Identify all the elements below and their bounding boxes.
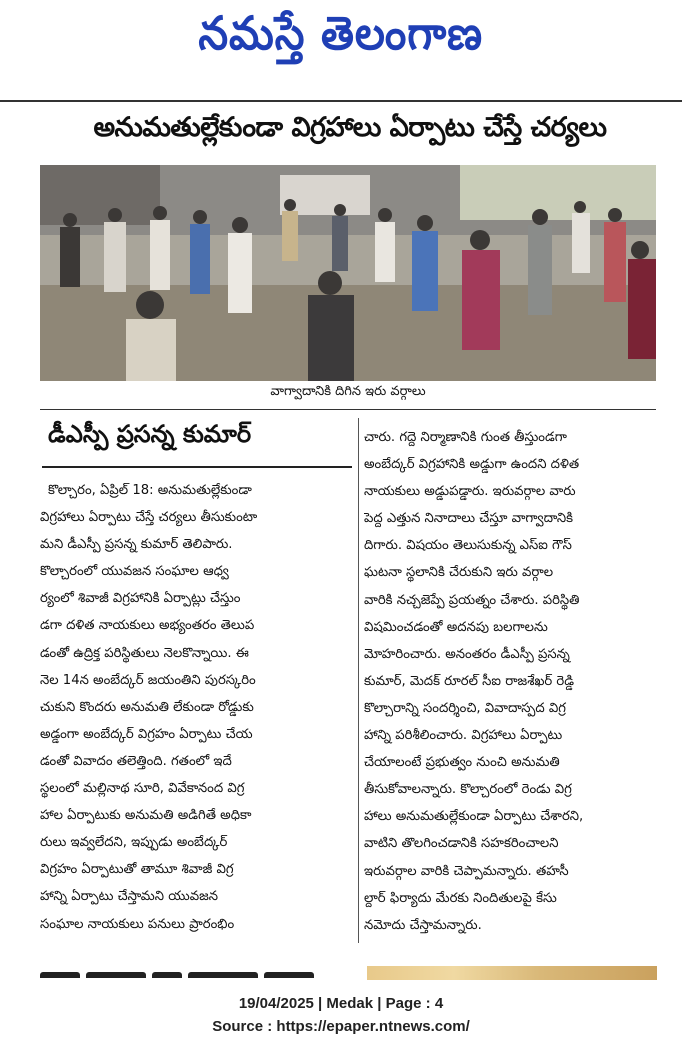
body-line: హాన్ని పరిశీలించారు. విగ్రహాలు ఏర్పాటు (364, 728, 563, 744)
body-line: చారు. గద్దె నిర్మాణానికి గుంత తీస్తుండగా (364, 430, 567, 445)
body-line: విగ్రహాలు ఏర్పాటు చేస్తే చర్యలు తీసుకుంటా (40, 510, 258, 526)
masthead-title: నమస్తే తెలంగాణ (198, 6, 484, 60)
masthead-divider (0, 100, 682, 102)
body-line: అంబేద్కర్ విగ్రహానికి అడ్డుగా ఉందని దళిత (364, 457, 580, 473)
article-body-left-column (40, 477, 354, 938)
body-line: పెద్ద ఎత్తున నినాదాలు చేస్తూ వాగ్వాదానికి (364, 511, 574, 527)
body-line: హాల ఏర్పాటుకు అనుమతి అడిగితే అధికా (40, 808, 252, 824)
crowd-photo-illustration (40, 165, 656, 381)
body-line: సంఘాల నాయకులు పనులు ప్రారంభిం (40, 916, 235, 932)
body-line: కొల్చారంలో యువజన సంఘాల ఆధ్వ (40, 564, 229, 580)
article-headline: అనుమతుల్లేకుండా విగ్రహాలు ఏర్పాటు చేస్తే చర్యలు (93, 112, 607, 143)
cropped-next-article-photo (367, 966, 657, 980)
body-line: వాటిని తొలగించడానికి సహకరించాలని (364, 836, 559, 852)
body-line: డంతో ఉద్రిక్త పరిస్థితులు నెలకొన్నాయి. ఈ (40, 645, 249, 661)
caption-divider (40, 409, 656, 410)
body-line: కుమార్, మెదక్ రూరల్ సీఐ రాజశేఖర్ రెడ్డి (364, 673, 574, 689)
article-body-right-column (364, 424, 664, 939)
body-line: చుకుని కొందరు అనుమతి లేకుండా రోడ్డుకు (40, 699, 254, 715)
body-line: హాలు అనుమతుల్లేకుండా ఏర్పాటు చేశారని, (364, 809, 584, 825)
body-line: విషమించడంతో అదనపు బలగాలను (364, 619, 548, 635)
column-divider (358, 418, 359, 943)
body-line: చేయాలంటే ప్రభుత్వం నుంచి అనుమతి (364, 755, 560, 771)
body-line: డగా దళిత నాయకులు అభ్యంతరం తెలుప (40, 618, 255, 634)
subheadline-underline (42, 466, 352, 468)
footer-source-link[interactable]: Source : https://epaper.ntnews.com/ (212, 1018, 470, 1035)
body-line: ఘటనా స్థలానికి చేరుకుని ఇరు వర్గాల (364, 565, 554, 581)
photo-caption: వాగ్వాదానికి దిగిన ఇరు వర్గాలు (270, 384, 426, 399)
article-subheadline: డీఎస్పీ ప్రసన్న కుమార్ (48, 420, 252, 448)
body-line: స్థలంలో మల్లినాథ సూరి, వివేకానంద విగ్ర (40, 781, 245, 797)
body-line: ల్దార్ ఫిర్యాదు మేరకు నిందితులపై కేసు (364, 890, 557, 906)
footer-date-edition: 19/04/2025 | Medak | Page : 4 (238, 995, 444, 1012)
body-line: కొల్చారం, ఏప్రిల్ 18: అనుమతుల్లేకుండా (48, 483, 252, 498)
body-line: ర్యంలో శివాజీ విగ్రహానికి ఏర్పాట్లు చేస్తుం (40, 591, 241, 607)
newspaper-masthead (0, 0, 682, 82)
body-line: నెల 14న అంబేద్కర్ జయంతిని పురస్కరిం (40, 672, 256, 688)
body-line: కొల్చారాన్ని సందర్శించి, వివాదాస్పద విగ్ర (364, 700, 566, 716)
body-line: ఇరువర్గాల వారికి చెప్పామన్నారు. తహసీ (364, 863, 569, 879)
article-photo (40, 165, 656, 381)
cropped-next-article-text (40, 966, 340, 978)
body-line: రులు ఇవ్వలేదని, ఇప్పుడు అంబేద్కర్ (40, 835, 228, 851)
body-line: దిగారు. విషయం తెలుసుకున్న ఎస్ఐ గౌస్ (364, 538, 572, 554)
body-line: నమోదు చేస్తామన్నారు. (364, 917, 482, 933)
body-line: నాయకులు అడ్డుపడ్డారు. ఇరువర్గాల వారు (364, 484, 576, 500)
body-line: వారికి నచ్చజెప్పే ప్రయత్నం చేశారు. పరిస్థితి (364, 592, 580, 608)
body-line: మోహరించారు. అనంతరం డీఎస్పీ ప్రసన్న (364, 646, 570, 662)
body-line: అడ్డంగా అంబేద్కర్ విగ్రహం ఏర్పాటు చేయ (40, 726, 253, 742)
body-line: డంతో వివాదం తలెత్తింది. గతంలో ఇదే (40, 753, 232, 769)
body-line: విగ్రహం ఏర్పాటుతో తామూ శివాజీ విగ్ర (40, 862, 234, 878)
body-line: హాన్ని ఏర్పాటు చేస్తామని యువజన (40, 889, 218, 905)
body-line: తీసుకోవాలన్నారు. కొల్చారంలో రెండు విగ్ర (364, 782, 572, 798)
body-line: మని డీఎస్పీ ప్రసన్న కుమార్ తెలిపారు. (40, 537, 233, 553)
